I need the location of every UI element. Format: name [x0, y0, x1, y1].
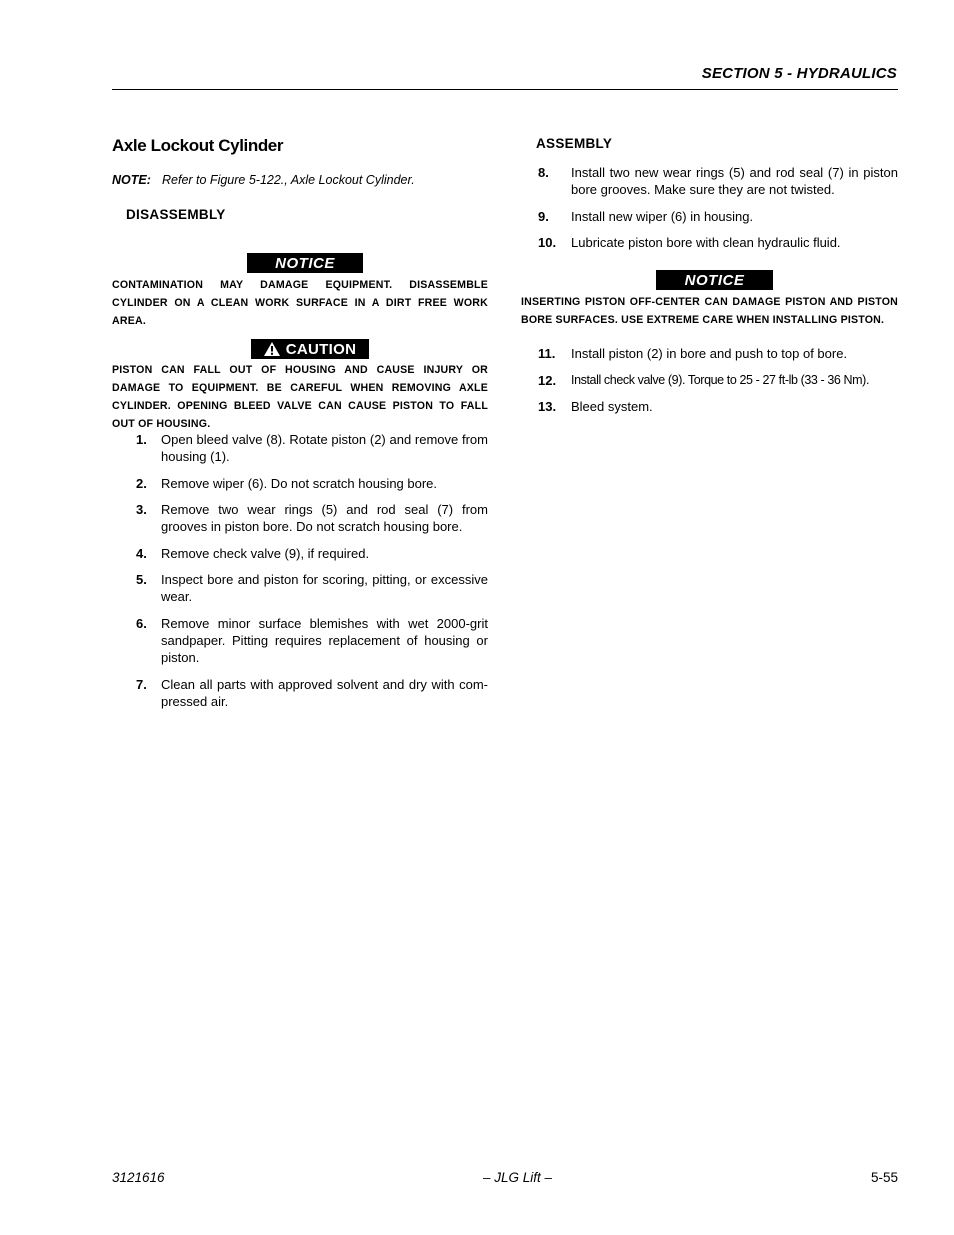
section-header-title: SECTION 5 - HYDRAULICS: [701, 65, 897, 82]
notice-badge: NOTICE: [247, 253, 363, 273]
step-text: Install new wiper (6) in housing.: [571, 209, 754, 224]
notice-badge: NOTICE: [656, 270, 773, 290]
step-text: Remove minor surface blemishes with wet 2000-grit sandpaper. Pitting requires replacement of housing or piston.: [161, 616, 488, 665]
notice-text: CONTAMINATION MAY DAMAGE EQUIPMENT. DISASSEMBLE CYLINDER ON A CLEAN WORK SURFACE IN A DIRT FREE WORK AREA.: [112, 279, 488, 327]
step-number: 10.: [538, 235, 557, 250]
step-number: 1.: [136, 432, 147, 447]
step-text: Remove check valve (9), if required.: [161, 546, 370, 561]
list-item: [136, 501, 488, 535]
list-item: [538, 234, 898, 251]
warning-triangle-icon: [264, 342, 280, 356]
list-item: [136, 615, 488, 666]
doc-number: 3121616: [112, 1170, 165, 1185]
step-number: 2.: [136, 476, 147, 491]
header-rule: [112, 89, 898, 90]
step-number: 9.: [538, 209, 549, 224]
step-number: 6.: [136, 616, 147, 631]
list-item: [538, 372, 898, 389]
list-item: [538, 208, 898, 225]
step-text: Lubricate piston bore with clean hydraulic fluid.: [571, 235, 841, 250]
step-text: Inspect bore and piston for scoring, pitting, or excessive wear.: [161, 572, 488, 604]
caution-badge: [251, 339, 369, 359]
caution-label: CAUTION: [285, 340, 357, 358]
step-number: 12.: [538, 373, 557, 388]
step-text: Open bleed valve (8). Rotate piston (2) and remove from housing (1).: [161, 432, 488, 464]
list-item: [136, 676, 488, 710]
step-text: Install check valve (9). Torque to 25 - 27 ft-lb (33 - 36 Nm).: [571, 373, 870, 387]
step-text: Install two new wear rings (5) and rod seal (7) in piston bore grooves. Make sure they are not twisted.: [571, 165, 898, 197]
step-text: Install piston (2) in bore and push to top of bore.: [571, 346, 848, 361]
disassembly-heading: DISASSEMBLY: [126, 207, 226, 222]
step-text: Remove two wear rings (5) and rod seal (7) from grooves in piston bore. Do not scratch housing bore.: [161, 502, 488, 534]
list-item: [136, 475, 488, 492]
step-number: 7.: [136, 677, 147, 692]
list-item: [136, 431, 488, 465]
step-number: 8.: [538, 165, 549, 180]
footer-center-text: – JLG Lift –: [482, 1170, 553, 1185]
step-number: 11.: [538, 346, 556, 361]
step-number: 4.: [136, 546, 147, 561]
step-number: 13.: [538, 399, 557, 414]
step-text: Clean all parts with approved solvent and dry with com-pressed air.: [161, 677, 488, 709]
list-item: [538, 164, 898, 198]
list-item: [136, 545, 488, 562]
step-text: Remove wiper (6). Do not scratch housing bore.: [161, 476, 438, 491]
assembly-heading: ASSEMBLY: [536, 136, 613, 151]
step-text: Bleed system.: [571, 399, 653, 414]
step-number: 3.: [136, 502, 147, 517]
page-number: 5-55: [870, 1170, 898, 1185]
section-title: Axle Lockout Cylinder: [112, 136, 284, 155]
note: [112, 173, 415, 187]
step-number: 5.: [136, 572, 147, 587]
list-item: [538, 398, 898, 415]
caution-text: PISTON CAN FALL OUT OF HOUSING AND CAUSE INJURY OR DAMAGE TO EQUIPMENT. BE CAREFUL WHEN REMOVING AXLE CYLINDER. OPENING BLEED VALVE CAN CAUSE PISTON TO FALL OUT OF HOUSING.: [112, 364, 488, 430]
note-label: NOTE:: [112, 173, 151, 187]
note-text: Refer to Figure 5-122., Axle Lockout Cylinder.: [162, 173, 415, 187]
list-item: [538, 345, 898, 362]
notice-text: INSERTING PISTON OFF-CENTER CAN DAMAGE PISTON AND PISTON BORE SURFACES. USE EXTREME CARE WHEN INSTALLING PISTON.: [521, 296, 898, 326]
list-item: [136, 571, 488, 605]
